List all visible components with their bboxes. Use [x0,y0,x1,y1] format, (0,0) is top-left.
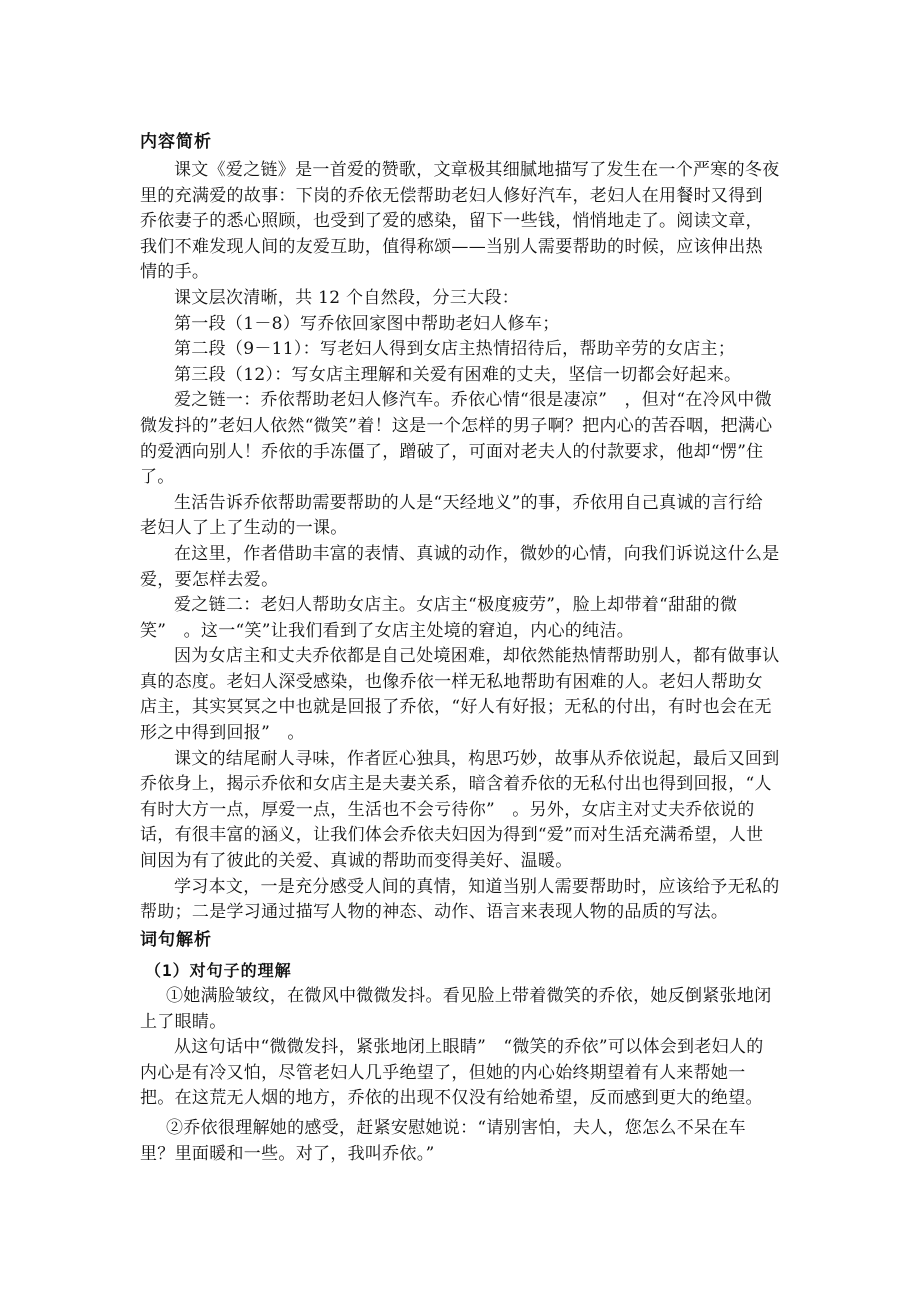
phrases-body [140,984,780,1167]
paragraph: 因为女店主和丈夫乔依都是自己处境困难，却依然能热情帮助别人，都有做事认真的态度。老妇人深受感染，也像乔依一样无私地帮助有困难的人。老妇人帮助女店主，其实冥冥之中也就是回报了乔依，“好人有好报；无私的付出，有时也会在无形之中得到回报” 。 [140,646,780,744]
paragraph: 在这里，作者借助丰富的表情、真诚的动作，微妙的心情，向我们诉说这什么是爱，要怎样去爱。 [140,543,780,590]
subsection-title: （1）对句子的理解 [145,961,292,980]
paragraph: 第二段（9－11）：写老妇人得到女店主热情招待后，帮助辛劳的女店主； [174,339,736,360]
section-title-phrases: 词句解析 [140,930,212,950]
paragraph: 从这句话中“微微发抖，紧张地闭上眼睛” “微笑的乔依”可以体会到老妇人的内心是有冷又怕，尽管老妇人几乎绝望了，但她的内心始终期望着有人来帮她一把。在这荒无人烟的地方，乔依的出现不仅没有给她希望，反而感到更大的绝望。 [140,1037,764,1109]
paragraph: ①她满脸皱纹，在微风中微微发抖。看见脸上带着微笑的乔依，她反倒紧张地闭上了眼睛。 [140,986,772,1032]
section-title-analysis: 内容简析 [140,132,212,152]
paragraph: 生活告诉乔依帮助需要帮助的人是“天经地义”的事，乔依用自己真诚的言行给老妇人了上了生动的一课。 [140,492,763,539]
paragraph: 课文层次清晰，共 12 个自然段，分三大段： [174,287,520,308]
paragraph: 爱之链一：乔依帮助老妇人修汽车。乔依心情“很是凄凉” ，但对“在冷风中微微发抖的”老妇人依然“微笑”着！这是一个怎样的男子啊？把内心的苦吞咽，把满心的爱洒向别人！乔依的手冻僵了，蹭破了，可面对老夫人的付款要求，他却“愣”住了。 [140,390,773,488]
paragraph: ②乔依很理解她的感受，赶紧安慰她说：“请别害怕，夫人，您怎么不呆在车里？里面暖和一些。对了，我叫乔依。” [140,1117,746,1164]
paragraph: 课文的结尾耐人寻味，作者匠心独具，构思巧妙，故事从乔依说起，最后又回到乔依身上，揭示乔依和女店主是夫妻关系，暗含着乔依的无私付出也得到回报，“人有时大方一点，厚爱一点，生活也不会亏待你” 。另外，女店主对丈夫乔依说的话，有很丰富的涵义，让我们体会乔依夫妇因为得到“爱”而对生活充满希望，人世间因为有了彼此的关爱、真诚的帮助而变得美好、温暖。 [140,748,780,872]
paragraph: 第三段（12）：写女店主理解和关爱有困难的丈夫，坚信一切都会好起来。 [174,364,742,385]
paragraph: 爱之链二：老妇人帮助女店主。女店主“极度疲劳”，脸上却带着“甜甜的微笑” 。这一“笑”让我们看到了女店主处境的窘迫，内心的纯洁。 [140,595,738,641]
paragraph: 第一段（1－8）写乔依回家图中帮助老妇人修车； [174,313,560,334]
paragraph: 学习本文，一是充分感受人间的真情，知道当别人需要帮助时，应该给予无私的帮助；二是学习通过描写人物的神态、动作、语言来表现人物的品质的写法。 [140,876,780,923]
analysis-body [140,158,780,926]
paragraph: 课文《爱之链》是一首爱的赞歌，文章极其细腻地描写了发生在一个严寒的冬夜里的充满爱的故事：下岗的乔依无偿帮助老妇人修好汽车，老妇人在用餐时又得到乔依妻子的悉心照顾，也受到了爱的感染，留下一些钱，悄悄地走了。阅读文章，我们不难发现人间的友爱互助，值得称颂——当别人需要帮助的时候，应该伸出热情的手。 [140,160,780,283]
